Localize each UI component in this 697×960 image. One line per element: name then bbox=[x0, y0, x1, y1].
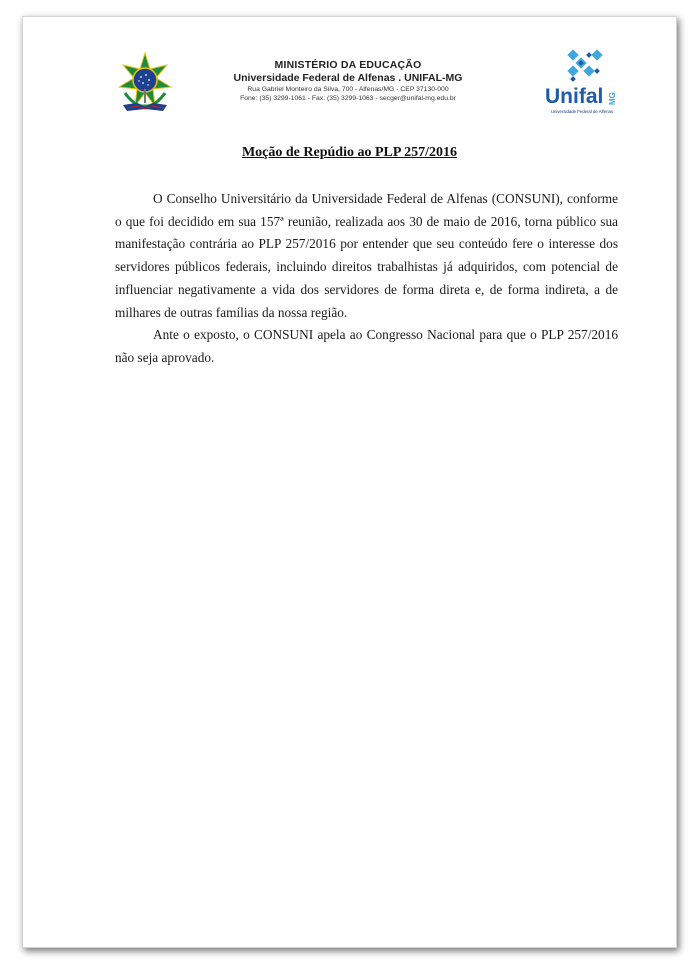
document-title: Moção de Repúdio ao PLP 257/2016 bbox=[241, 145, 458, 160]
university-address: Rua Gabriel Monteiro da Silva, 700 - Alfenas/MG - CEP 37130-000 bbox=[247, 86, 449, 93]
unifal-subtitle: Universidade Federal de Alfenas bbox=[550, 109, 614, 114]
ministry-name: MINISTÉRIO DA EDUCAÇÃO bbox=[274, 59, 422, 71]
university-contact: Fone: (35) 3299-1061 - Fax: (35) 3299-1063 - secger@unifal-mg.edu.br bbox=[240, 95, 456, 102]
unifal-mg-label: MG bbox=[608, 92, 617, 105]
letterhead-text bbox=[213, 59, 483, 103]
letterhead bbox=[23, 17, 676, 127]
body-paragraph: O Conselho Universitário da Universidade Federal de Alfenas (CONSUNI), conforme o que foi decidido em sua 157ª reunião, realizada aos 30 de maio de 2016, torna público sua manifestação contrária ao PLP 257/2016 por entender que seu conteúdo fere o interesse dos servidores públicos federais, incluindo direitos trabalhistas já adquiridos, com potencial de influenciar negativamente a vida dos servidores de forma direta e, de forma indireta, a de milhares de outras famílias da nossa região. bbox=[115, 191, 618, 320]
coat-of-arms-icon bbox=[115, 51, 175, 113]
document-body bbox=[115, 188, 618, 370]
university-name: Universidade Federal de Alfenas . UNIFAL-MG bbox=[233, 72, 463, 84]
document-page bbox=[22, 16, 677, 948]
unifal-cross-icon bbox=[567, 49, 602, 81]
unifal-logo bbox=[541, 47, 623, 117]
body-paragraph: Ante o exposto, o CONSUNI apela ao Congresso Nacional para que o PLP 257/2016 não seja aprovado. bbox=[115, 327, 618, 365]
unifal-wordmark: Unifal bbox=[545, 85, 604, 108]
